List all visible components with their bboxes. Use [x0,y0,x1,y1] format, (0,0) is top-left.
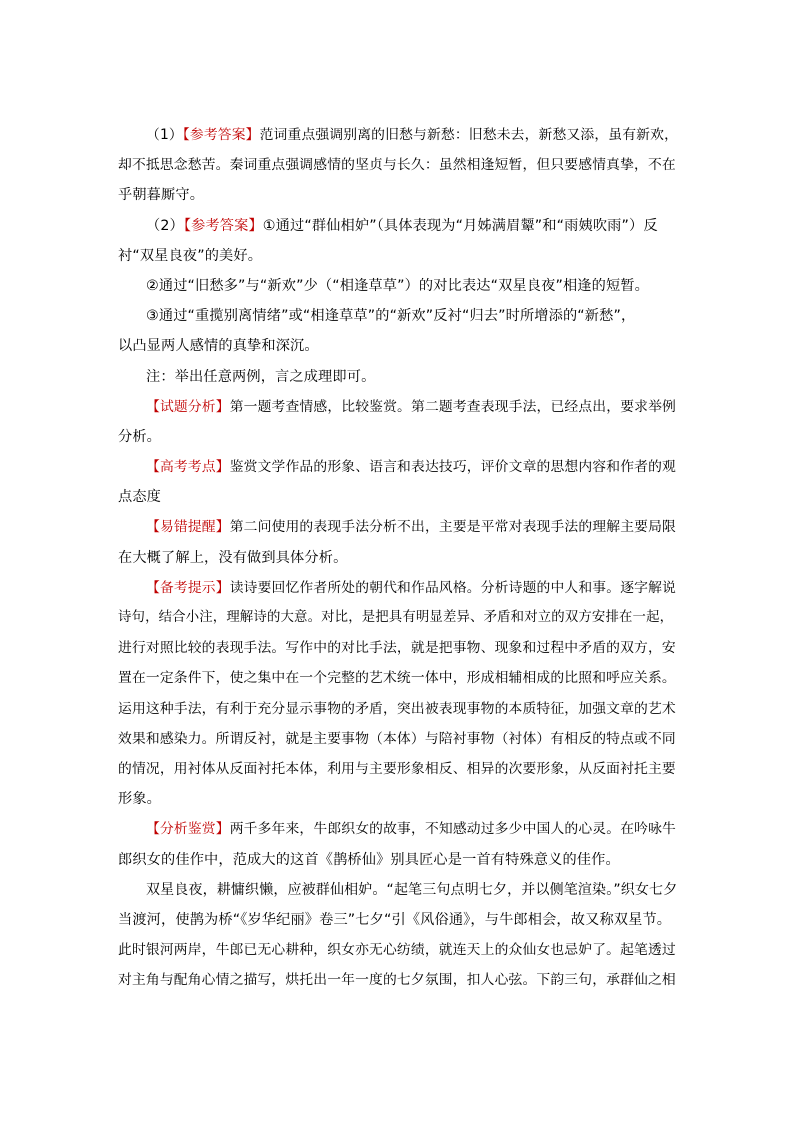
prep-tip-line-3: 进行对照比较的表现手法。写作中的对比手法，就是把事物、现象和过程中矛盾的双方，安 [118,640,676,657]
answer2-note: 注：举出任意两例，言之成理即可。 [146,368,376,385]
appreciation-line-2: 郎织女的佳作中，范成大的这首《鹊桥仙》别具匠心是一首有特殊意义的佳作。 [118,851,620,868]
prep-tip-line-5: 运用这种手法，有利于充分显示事物的矛盾，突出被表现事物的本质特征，加强文章的艺术 [118,700,676,717]
exam-point-line-1 [118,452,678,482]
body-line-2: 当渡河，使鹊为桥“《岁华纪丽》卷三”七夕“引《风俗通》，与牛郎相会，故又称双星节。 [118,911,672,928]
analysis-text: 第一题考查情感，比较鉴赏。第二题考查表现手法，已经点出，要求举例 [229,398,676,415]
analysis-line-1 [118,392,678,422]
error-tip-line-1 [118,512,678,542]
exam-point-tag: 【高考考点】 [146,459,230,476]
answer2-item-2: ②通过“旧愁多”与“新欢”少（“相逢草草”）的对比表达“双星良夜”相逢的短暂。 [146,277,649,294]
prep-tip-line-1 [118,573,678,603]
answer1-text: 范词重点强调别离的旧愁与新愁：旧愁未去，新愁又添，虽有新欢， [259,127,679,143]
answer2-item-3-line-2: 以凸显两人感情的真挚和深沉。 [118,338,319,355]
body-line-4: 对主角与配角心情之描写，烘托出一年一度的七夕氛围，扣人心弦。下韵三句，承群仙之相 [118,972,676,989]
answer2-number: （2） [146,217,184,234]
body-line-3: 此时银河两岸，牛郎已无心耕种，织女亦无心纺绩，就连天上的众仙女也忌妒了。起笔透过 [118,942,676,959]
exam-point-line-2: 点态度 [118,489,162,506]
body-line-1: 双星良夜，耕慵织懒，应被群仙相妒。“起笔三句点明七夕，并以侧笔渲染。”织女七夕 [146,881,678,898]
answer1-number: （1） [146,127,183,143]
answer2-text: ①通过“群仙相妒”（具体表现为“月姊满眉颦”和“雨姨吹雨”）反 [262,217,658,234]
prep-tip-line-8: 形象。 [118,791,162,808]
answer2-line-1 [118,211,678,241]
answer2-line-2: 衬“双星良夜”的美好。 [118,247,263,264]
error-tip-tag: 【易错提醒】 [146,519,230,536]
analysis-line-2: 分析。 [118,428,162,445]
prep-tip-tag: 【备考提示】 [146,579,230,596]
error-tip-line-2: 在大概了解上，没有做到具体分析。 [118,549,348,566]
appreciation-text: 两千多年来，牛郎织女的故事，不知感动过多少中国人的心灵。在吟咏牛 [229,821,676,838]
prep-tip-line-4: 置在一定条件下，使之集中在一个完整的艺术统一体中，形成相辅相成的比照和呼应关系。 [118,670,676,687]
analysis-tag: 【试题分析】 [146,398,230,415]
answer1-tag: 【参考答案】 [182,127,260,143]
appreciation-tag: 【分析鉴赏】 [146,821,230,838]
answer1-line-3: 乎朝暮厮守。 [118,187,205,204]
answer2-item-3-line-1: ③通过“重揽别离情绪”或“相逢草草”的“新欢”反衬“归去”时所增添的“新愁”， [146,308,636,325]
answer2-tag: 【参考答案】 [183,217,263,234]
exam-point-text: 鉴赏文学作品的形象、语言和表达技巧，评价文章的思想内容和作者的观 [229,459,676,476]
appreciation-line-1 [118,814,678,844]
prep-tip-line-7: 的情况，用衬体从反面衬托本体，利用与主要形象相反、相异的次要形象，从反面衬托主要 [118,760,676,777]
error-tip-text: 第二问使用的表现手法分析不出，主要是平常对表现手法的理解主要局限 [229,519,676,536]
prep-tip-text: 读诗要回忆作者所处的朝代和作品风格。分析诗题的中人和事。逐字解说 [229,579,676,596]
prep-tip-line-6: 效果和感染力。所谓反衬，就是主要事物（本体）与陪衬事物（衬体）有相反的特点或不同 [118,730,676,747]
answer1-line-2: 却不抵思念愁苦。秦词重点强调感情的坚贞与长久：虽然相逢短暂，但只要感情真挚，不在 [118,157,676,174]
answer1-line-1 [118,120,678,150]
prep-tip-line-2: 诗句，结合小注，理解诗的大意。对比，是把具有明显差异、矛盾和对立的双方安排在一起， [118,610,674,625]
document-page [118,120,678,995]
